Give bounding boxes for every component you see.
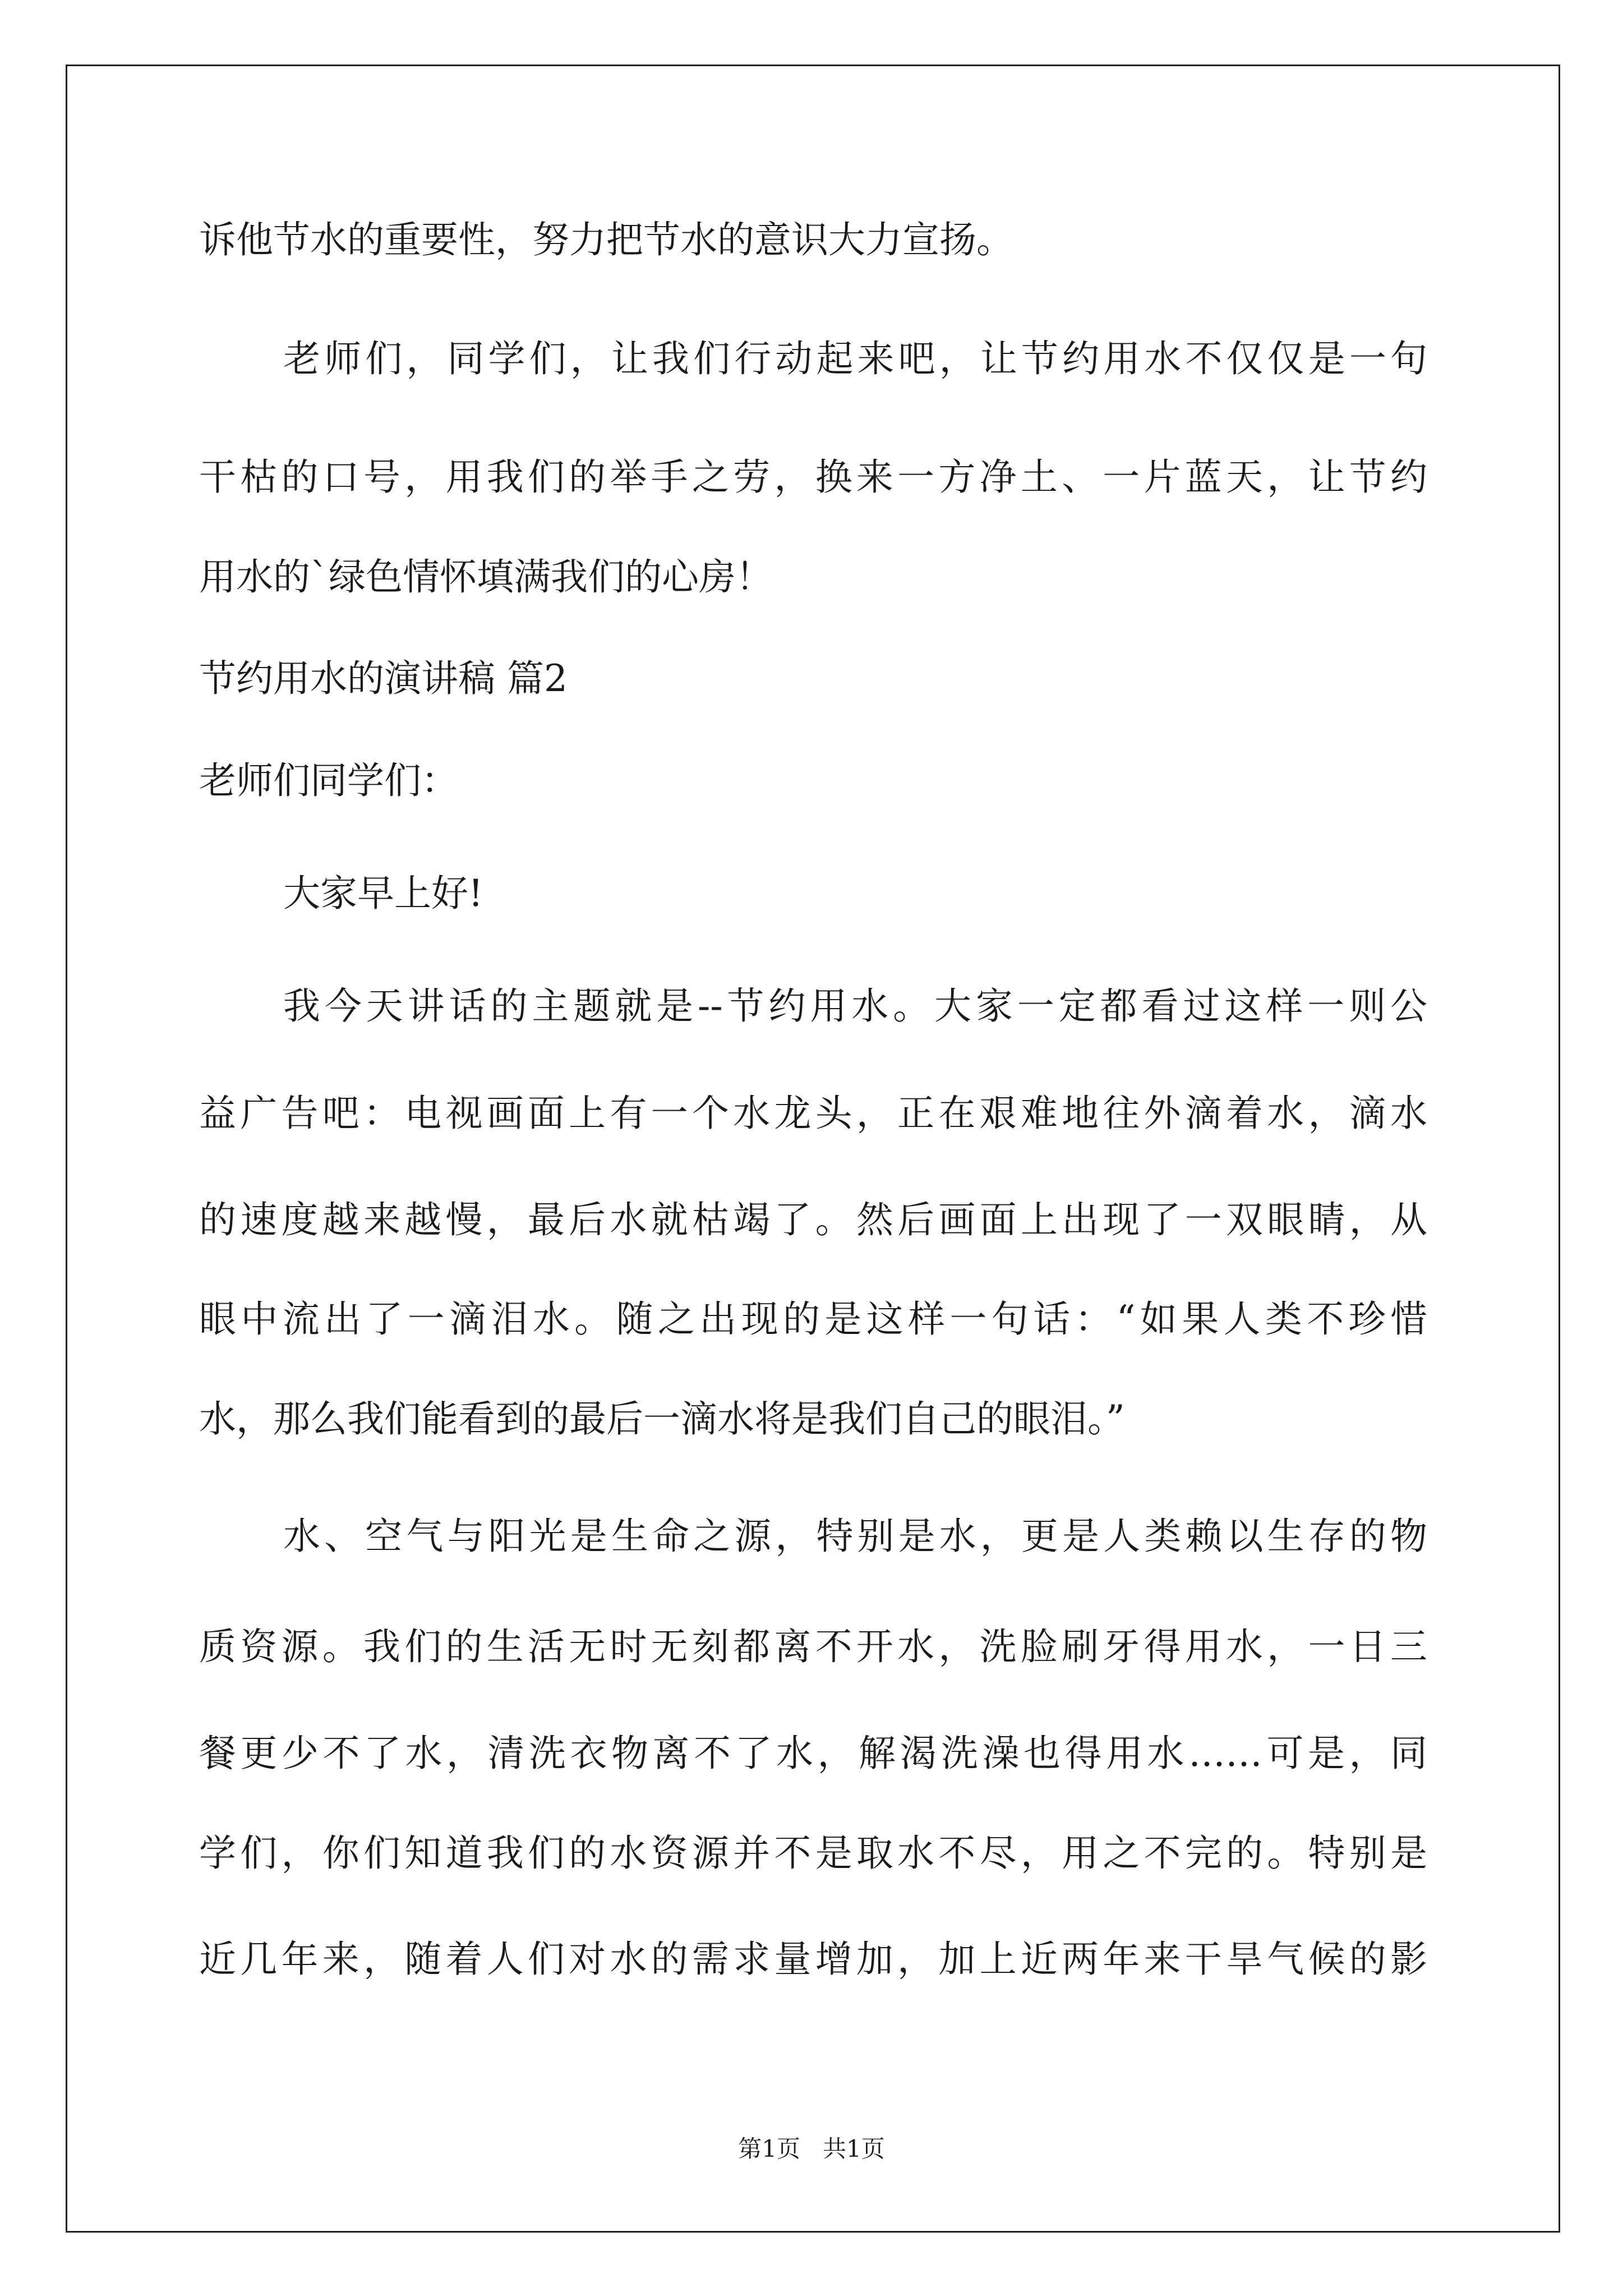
paragraph-line: 诉他节水的重要性，努力把节水的意识大力宣扬。 [199, 218, 1013, 261]
greeting: 大家早上好! [283, 872, 483, 915]
paragraph-line: 质资源。我们的生活无时无刻都离不开水，洗脸刷牙得用水，一日三 [199, 1625, 1427, 1668]
paragraph-line: 益广告吧：电视画面上有一个水龙头，正在艰难地往外滴着水，滴水 [199, 1092, 1427, 1135]
paragraph-line: 餐更少不了水，清洗衣物离不了水，解渴洗澡也得用水……可是，同 [199, 1732, 1427, 1775]
paragraph-line: 近几年来，随着人们对水的需求量增加，加上近两年来干旱气候的影 [199, 1938, 1427, 1981]
paragraph-line: 老师们，同学们，让我们行动起来吧，让节约用水不仅仅是一句 [283, 337, 1427, 380]
page-border [66, 65, 1560, 2233]
paragraph-line: 水，那么我们能看到的最后一滴水将是我们自己的眼泪。” [199, 1397, 1125, 1441]
paragraph-line: 眼中流出了一滴泪水。随之出现的是这样一句话：“如果人类不珍惜 [199, 1297, 1427, 1341]
paragraph-line: 我今天讲话的主题就是--节约用水。大家一定都看过这样一则公 [283, 984, 1427, 1028]
page-footer: 第1页 共1页 [738, 2135, 885, 2162]
paragraph-line: 用水的`绿色情怀填满我们的心房！ [199, 555, 773, 599]
paragraph-line: 水、空气与阳光是生命之源，特别是水，更是人类赖以生存的物 [283, 1515, 1427, 1558]
paragraph-line: 学们，你们知道我们的水资源并不是取水不尽，用之不完的。特别是 [199, 1832, 1427, 1875]
section-heading: 节约用水的演讲稿 篇2 [199, 657, 568, 700]
paragraph-line: 干枯的口号，用我们的举手之劳，换来一方净土、一片蓝天，让节约 [199, 455, 1427, 499]
paragraph-line: 的速度越来越慢，最后水就枯竭了。然后画面上出现了一双眼睛，从 [199, 1198, 1427, 1241]
salutation: 老师们同学们： [199, 759, 458, 802]
